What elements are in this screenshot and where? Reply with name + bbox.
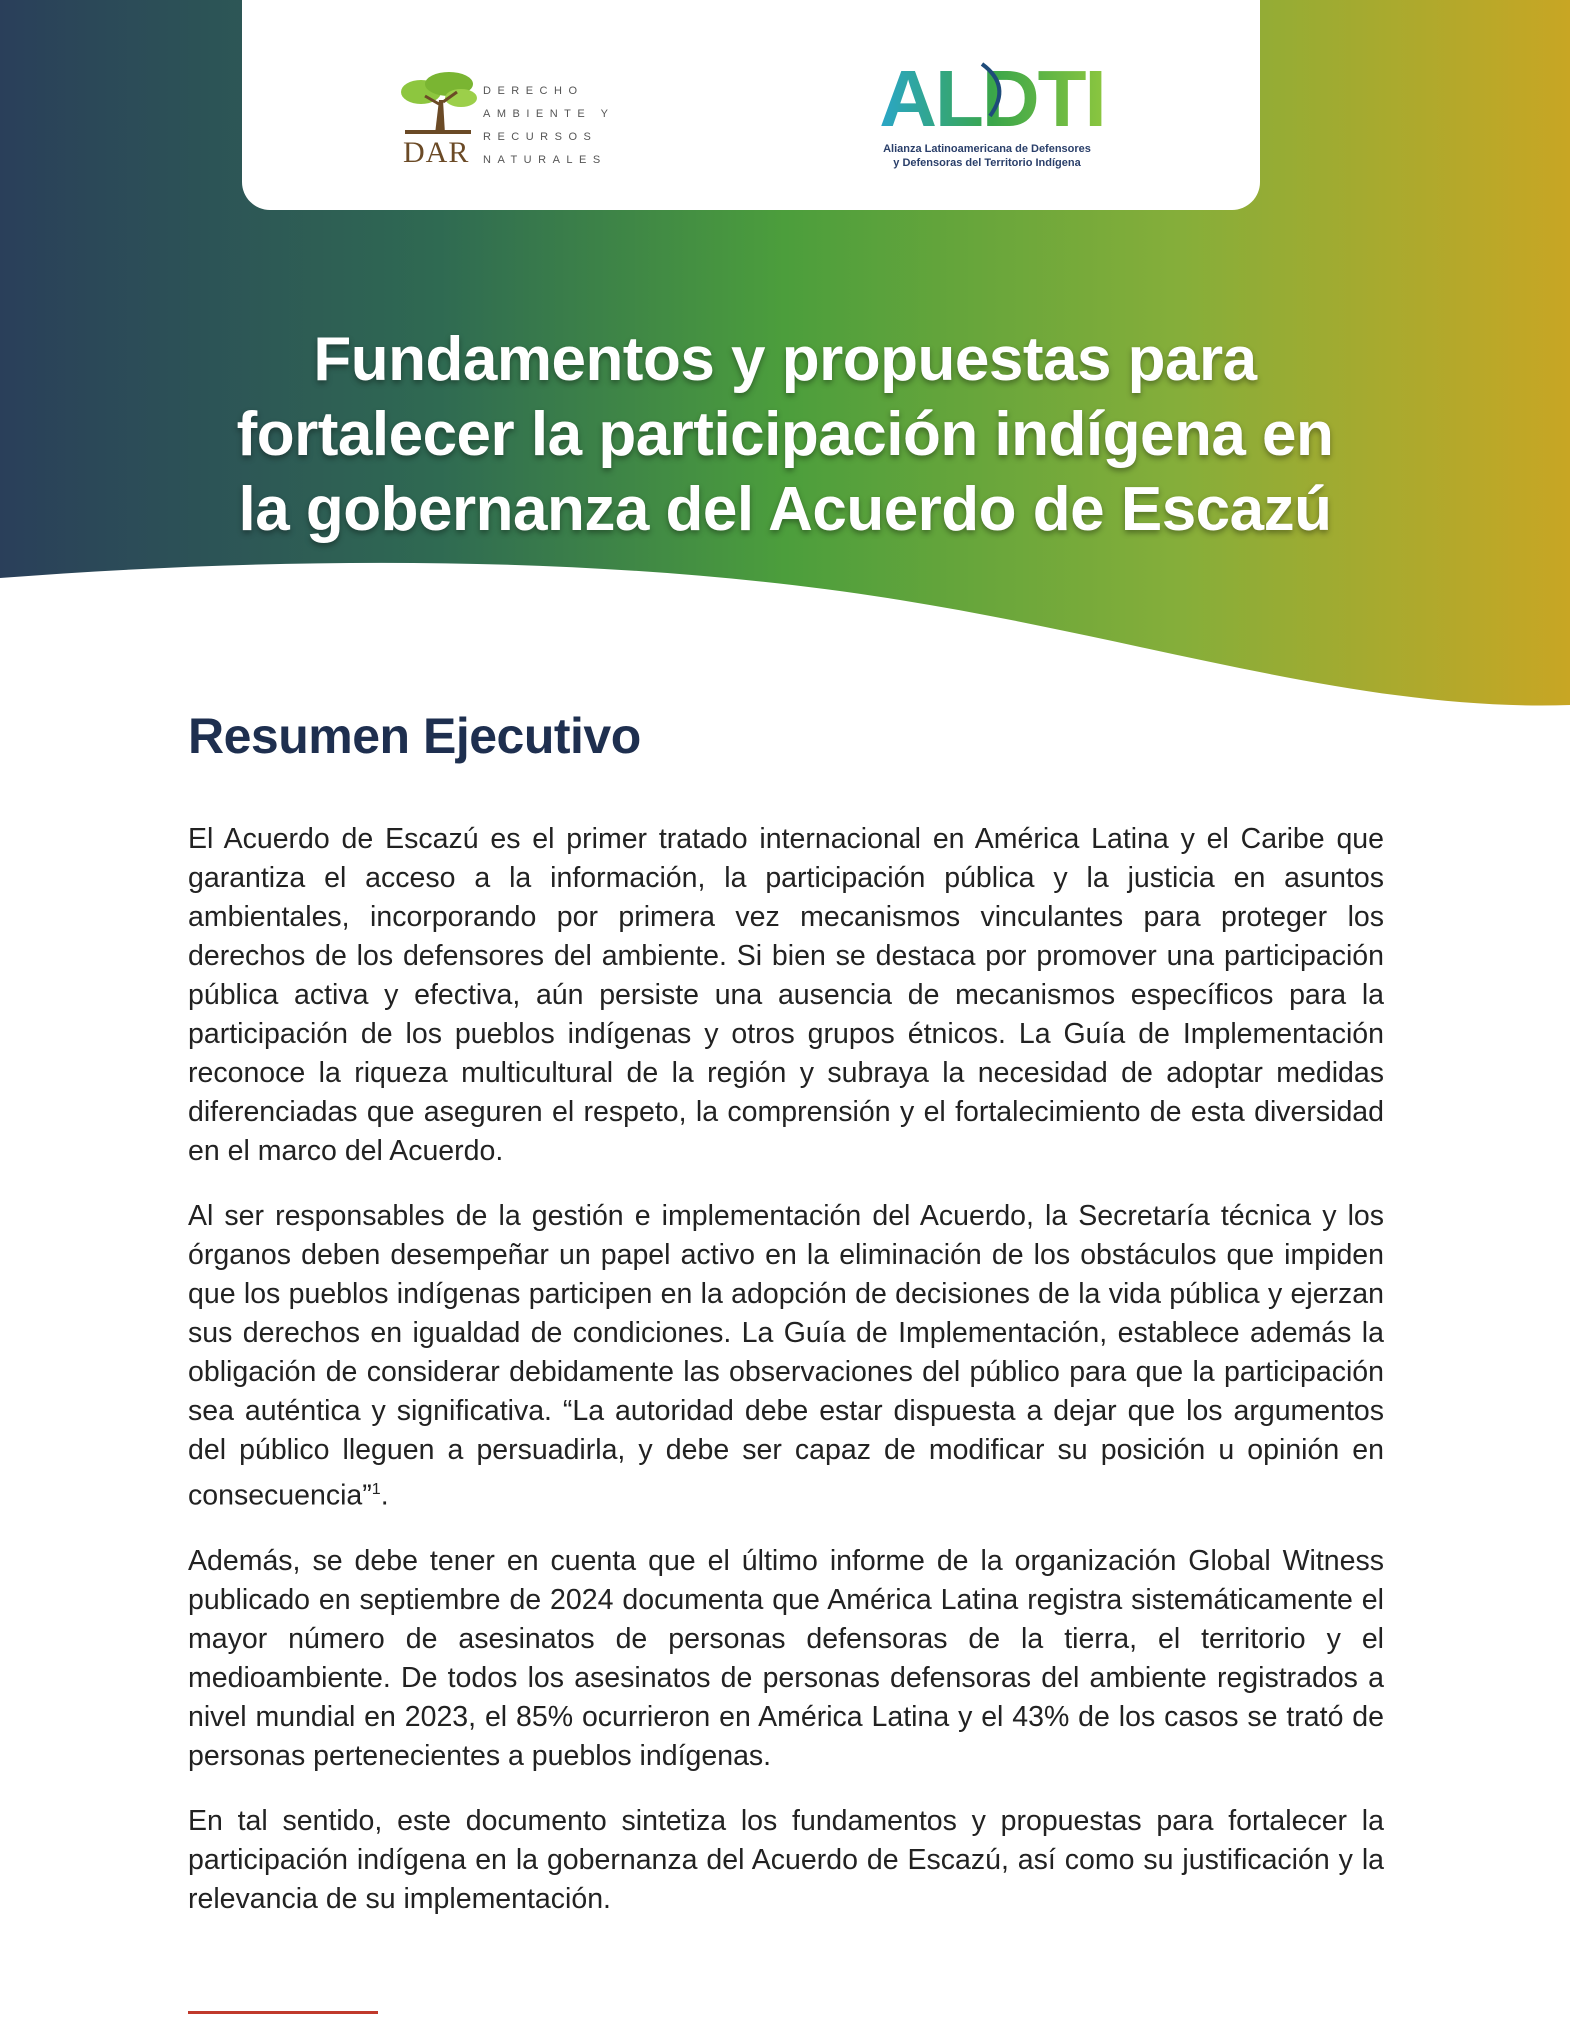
dar-word-1: DERECHO bbox=[483, 85, 584, 97]
aldti-subtitle-line-1: Alianza Latinoamericana de Defensores bbox=[883, 143, 1091, 155]
dar-word-4: NATURALES bbox=[483, 154, 607, 166]
paragraph-2 bbox=[188, 1197, 1384, 1516]
aldti-logo bbox=[862, 56, 1122, 181]
footnote-marker: 1 bbox=[371, 1481, 381, 1498]
tree-icon bbox=[397, 70, 479, 140]
paragraph-3: Además, se debe tener en cuenta que el último informe de la organización Global Witness publicado en septiembre de 2024 documenta que América Latina registra sistemáticamente el mayor número de asesinatos de personas defensoras de la tierra, el territorio y el medioambiente. De todos los asesinatos de personas defensoras del ambiente registrados a nivel mundial en 2023, el 85% ocurrieron en América Latina y el 43% de los casos se trató de personas pertenecientes a pueblos indígenas. bbox=[188, 1544, 1384, 1772]
logo-card bbox=[242, 0, 1260, 210]
aldti-wordmark-text: ALDTI bbox=[879, 56, 1105, 136]
dar-word-3: RECURSOS bbox=[483, 131, 598, 143]
title-line-2: fortalecer la participación indígena en bbox=[236, 399, 1334, 469]
title-line-3: la gobernanza del Acuerdo de Escazú bbox=[238, 474, 1332, 544]
body-text bbox=[188, 820, 1384, 1945]
dar-mark: DAR bbox=[403, 136, 470, 169]
aldti-subtitle-line-2: y Defensoras del Territorio Indígena bbox=[893, 157, 1081, 169]
dar-wordmark bbox=[483, 80, 614, 172]
dar-word-2: AMBIENTE Y bbox=[483, 108, 615, 120]
document-title bbox=[150, 322, 1420, 547]
footnote-rule bbox=[188, 2011, 378, 2014]
paragraph-2-text: Al ser responsables de la gestión e implementación del Acuerdo, la Secretaría técnica y los órganos deben desempeñar un papel activo en la eliminación de los obstáculos que impiden que los pueblos indígenas participen en la adopción de decisiones de la vida pública y ejerzan sus derechos en igualdad de condiciones. La Guía de Implementación, establece además la obligación de considerar debidamente las observaciones del público para que la participación sea auténtica y significativa. “La autoridad debe estar dispuesta a dejar que los argumentos del público lleguen a persuadirla, y debe ser capaz de modificar su posición u opinión en consecuencia” bbox=[188, 1200, 1384, 1512]
dar-logo bbox=[397, 70, 637, 175]
paragraph-4: En tal sentido, este documento sintetiza los fundamentos y propuestas para fortalecer la participación indígena en la gobernanza del Acuerdo de Escazú, así como su justificación y la relevancia de su implementación. bbox=[188, 1804, 1384, 1915]
aldti-subtitle bbox=[862, 142, 1112, 170]
title-line-1: Fundamentos y propuestas para bbox=[313, 324, 1257, 394]
section-heading: Resumen Ejecutivo bbox=[188, 708, 641, 764]
paragraph-1: El Acuerdo de Escazú es el primer tratado internacional en América Latina y el Caribe que garantiza el acceso a la información, la participación pública y la justicia en asuntos ambientales, incorporando por primera vez mecanismos vinculantes para proteger los derechos de los defensores del ambiente. Si bien se destaca por promover una participación pública activa y efectiva, aún persiste una ausencia de mecanismos específicos para la participación de los pueblos indígenas y otros grupos étnicos. La Guía de Implementación reconoce la riqueza multicultural de la región y subraya la necesidad de adoptar medidas diferenciadas que aseguren el respeto, la comprensión y el fortalecimiento de esta diversidad en el marco del Acuerdo. bbox=[188, 823, 1384, 1167]
aldti-wordmark bbox=[862, 56, 1122, 136]
paragraph-2-end: . bbox=[380, 1479, 389, 1512]
